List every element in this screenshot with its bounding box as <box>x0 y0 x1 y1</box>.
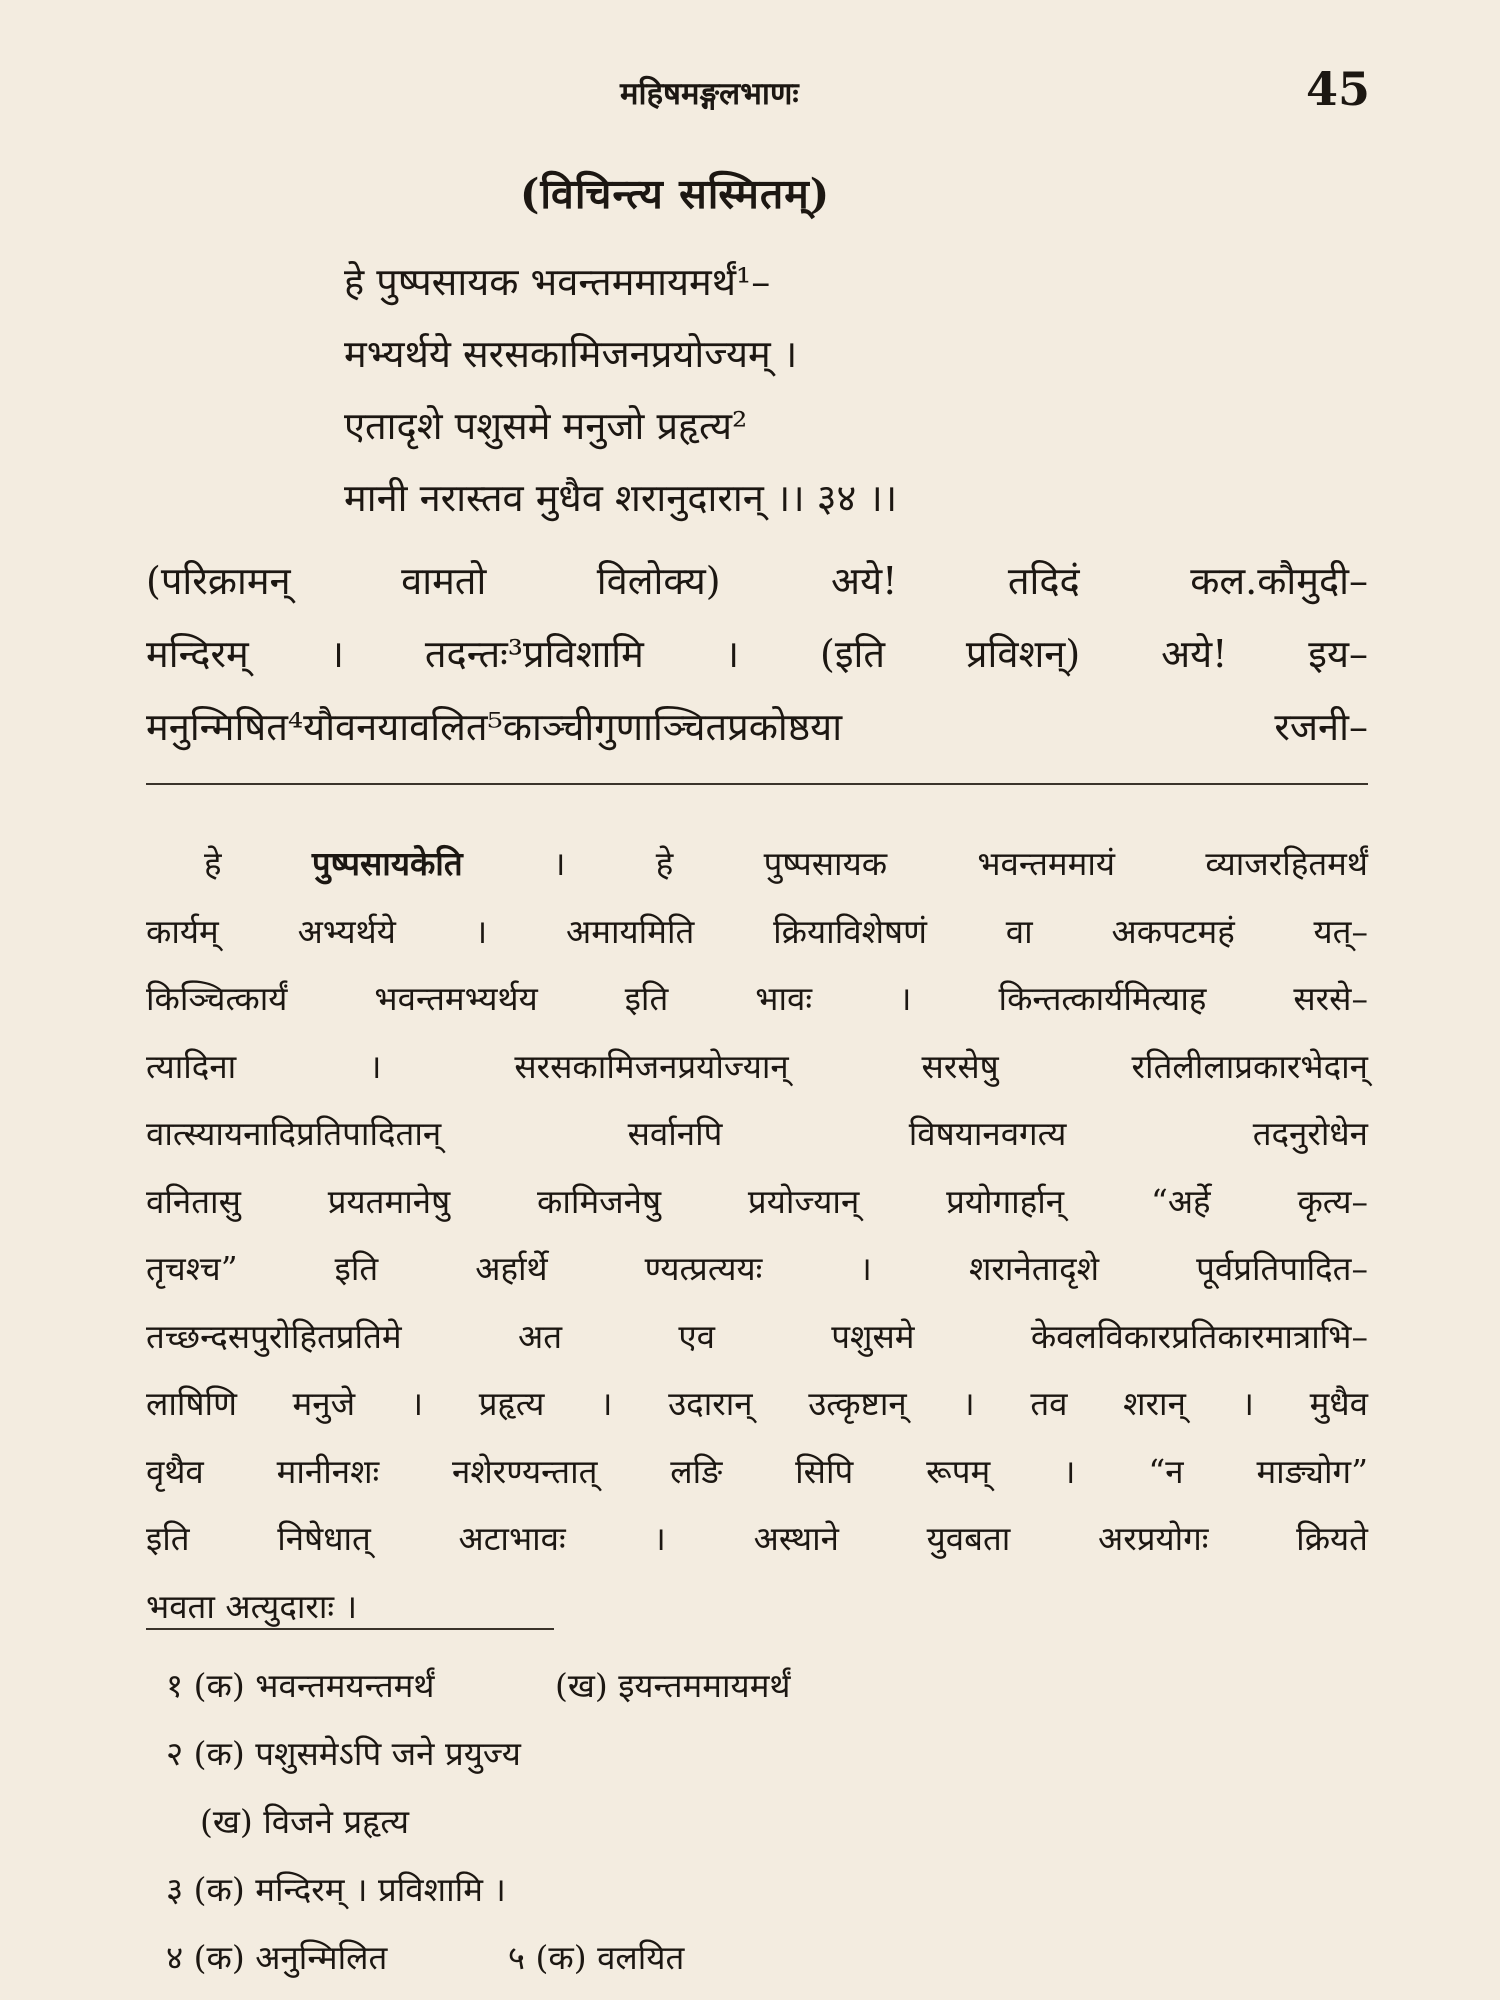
text-commentary-divider <box>146 783 1368 785</box>
commentary-prefix: हे <box>204 844 222 883</box>
commentary-line: तच्छन्दसपुरोहितप्रतिमे अत एव पशुसमे केवलविकारप्रतिकारमात्राभि– <box>146 1316 1368 1356</box>
footnote-reading: इयन्तममायमर्थं <box>618 1666 791 1705</box>
footnote-reading: भवन्तमयन्तमर्थं <box>255 1666 435 1705</box>
footnote-reading: वलयित <box>597 1938 685 1977</box>
footnote-number: १ <box>166 1666 184 1705</box>
footnote <box>166 1788 791 1856</box>
commentary-line: वृथैव मानीनशः नशेरण्यन्तात् लङि सिपि रूपम् । “न माङ्योग” <box>146 1451 1368 1491</box>
footnote-number: ४ <box>166 1938 184 1977</box>
commentary-block <box>146 830 1368 1640</box>
footnote <box>166 1720 791 1788</box>
verse-block <box>344 246 897 534</box>
verse-line: मानी नरास्तव मुधैव शरानुदारान् ।। ३४ ।। <box>344 476 898 520</box>
stage-direction: (विचिन्त्य सस्मितम्) <box>520 170 831 218</box>
footnote-siglum: (क) <box>193 1666 245 1705</box>
footnote <box>166 1856 791 1924</box>
prose-line: (परिक्रामन् वामतो विलोक्य) अये! तदिदं कल.कौमुदी– <box>146 559 1368 603</box>
footnote-number: ५ <box>507 1938 525 1977</box>
footnote-siglum: (ख) <box>554 1666 608 1705</box>
verse-line: हे पुष्पसायक भवन्तममायमर्थं¹– <box>344 260 771 304</box>
commentary-first-line-rest: । हे पुष्पसायक भवन्तममायं व्याजरहितमर्थं <box>552 844 1368 883</box>
footnote-number: ३ <box>166 1870 184 1909</box>
verse-line: एतादृशे पशुसमे मनुजो प्रहृत्य² <box>344 404 748 448</box>
commentary-line: कार्यम् अभ्यर्थये । अमायमिति क्रियाविशेषणं वा अकपटमहं यत्– <box>146 911 1368 951</box>
footnote-divider <box>146 1628 554 1630</box>
running-title: महिषमङ्गलभाणः <box>620 76 799 112</box>
prose-block <box>146 545 1368 764</box>
footnote <box>166 1924 791 1992</box>
footnote-reading: विजने प्रहृत्य <box>263 1802 410 1841</box>
commentary-line: तृचश्च” इति अर्हार्थे ण्यत्प्रत्ययः । शरानेतादृशे पूर्वप्रतिपादित– <box>146 1249 1368 1288</box>
footnote-reading: पशुसमेऽपि जने प्रयुज्य <box>255 1734 521 1773</box>
commentary-line: इति निषेधात् अटाभावः । अस्थाने युवबता अरप्रयोगः क्रियते <box>146 1519 1368 1558</box>
verse-line: मभ्यर्थये सरसकामिजनप्रयोज्यम् । <box>344 332 798 376</box>
footnote <box>166 1652 791 1720</box>
prose-line: मनुन्मिषित⁴यौवनयावलित⁵काञ्चीगुणाञ्चितप्रकोष्ठया रजनी– <box>146 705 1368 749</box>
commentary-line: वात्स्यायनादिप्रतिपादितान् सर्वानपि विषयानवगत्य तदनुरोधेन <box>146 1114 1368 1153</box>
commentary-line: वनितासु प्रयतमानेषु कामिजनेषु प्रयोज्यान् प्रयोगार्हान् “अर्हे कृत्य– <box>146 1181 1368 1221</box>
commentary-line: किञ्चित्कार्यं भवन्तमभ्यर्थय इति भावः । किन्तत्कार्यमित्याह सरसे– <box>146 979 1368 1018</box>
footnote-number: २ <box>166 1734 184 1773</box>
footnote-reading: अनुन्मिलित <box>255 1938 388 1977</box>
commentary-first-line <box>146 830 1368 898</box>
footnote-siglum: (क) <box>193 1938 245 1977</box>
commentary-line: त्यादिना । सरसकामिजनप्रयोज्यान् सरसेषु रतिलीलाप्रकारभेदान् <box>146 1046 1368 1086</box>
footnote-siglum: (क) <box>535 1938 587 1977</box>
footnote-siglum: (क) <box>193 1734 245 1773</box>
footnotes <box>166 1652 791 1992</box>
page-number: 45 <box>1306 62 1371 116</box>
commentary-line: लाषिणि मनुजे । प्रहृत्य । उदारान् उत्कृष्टान् । तव शरान् । मुधैव <box>146 1384 1368 1423</box>
footnote-siglum: (ख) <box>200 1802 253 1841</box>
prose-line: मन्दिरम् । तदन्तः³प्रविशामि । (इति प्रविशन्) अये! इय– <box>146 632 1368 676</box>
footnote-reading: मन्दिरम् । प्रविशामि । <box>255 1870 506 1909</box>
commentary-line: भवता अत्युदाराः । <box>146 1586 358 1626</box>
footnote-siglum: (क) <box>193 1870 245 1909</box>
commentary-lemma: पुष्पसायकेति <box>311 844 463 883</box>
